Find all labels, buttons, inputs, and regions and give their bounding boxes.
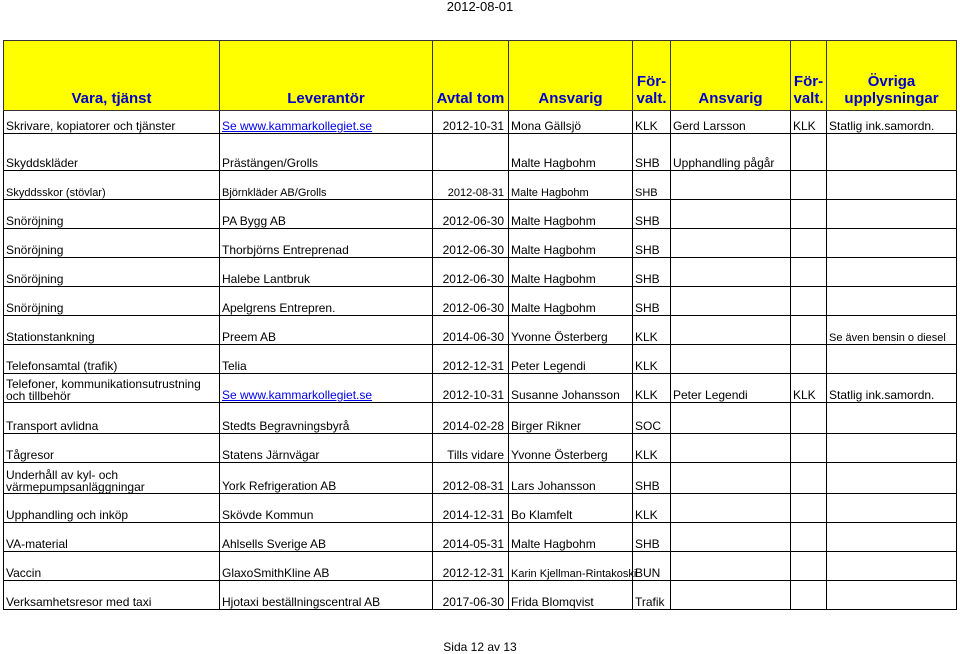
cell-ansvarig: Mona Gällsjö xyxy=(509,111,633,134)
cell-vara: Snöröjning xyxy=(4,229,220,258)
cell-leverantor: Ahlsells Sverige AB xyxy=(220,523,433,552)
cell-ovriga xyxy=(827,403,957,434)
cell-ovriga xyxy=(827,552,957,581)
cell-leverantor: Hjotaxi beställningscentral AB xyxy=(220,581,433,610)
cell-ansvarig-2 xyxy=(671,287,791,316)
cell-forvalt-2: KLK xyxy=(791,111,827,134)
cell-ansvarig-2 xyxy=(671,463,791,494)
cell-ansvarig-2 xyxy=(671,403,791,434)
cell-avtal-tom: 2012-08-31 xyxy=(433,171,509,200)
cell-vara: Telefoner, kommunikationsutrustning och tillbehör xyxy=(4,374,220,403)
cell-ovriga xyxy=(827,200,957,229)
cell-avtal-tom: 2017-06-30 xyxy=(433,581,509,610)
cell-forvalt: SHB xyxy=(633,229,671,258)
cell-leverantor: Stedts Begravningsbyrå xyxy=(220,403,433,434)
cell-forvalt-2 xyxy=(791,316,827,345)
cell-ansvarig: Malte Hagbohm xyxy=(509,258,633,287)
header-forvalt-2: För-valt. xyxy=(791,41,827,111)
cell-forvalt-2 xyxy=(791,494,827,523)
cell-ansvarig-2 xyxy=(671,171,791,200)
cell-ansvarig: Bo Klamfelt xyxy=(509,494,633,523)
cell-ansvarig: Lars Johansson xyxy=(509,463,633,494)
cell-ovriga: Se även bensin o diesel xyxy=(827,316,957,345)
cell-forvalt-2 xyxy=(791,229,827,258)
cell-vara: Snöröjning xyxy=(4,200,220,229)
cell-vara: Verksamhetsresor med taxi xyxy=(4,581,220,610)
header-vara: Vara, tjänst xyxy=(4,41,220,111)
cell-avtal-tom: 2012-06-30 xyxy=(433,287,509,316)
cell-forvalt-2 xyxy=(791,434,827,463)
cell-forvalt: SHB xyxy=(633,134,671,171)
cell-leverantor: York Refrigeration AB xyxy=(220,463,433,494)
cell-ansvarig: Karin Kjellman-Rintakoski xyxy=(509,552,633,581)
cell-ansvarig-2 xyxy=(671,581,791,610)
table-row xyxy=(4,111,957,134)
cell-leverantor: Statens Järnvägar xyxy=(220,434,433,463)
cell-forvalt-2 xyxy=(791,523,827,552)
cell-ovriga xyxy=(827,229,957,258)
cell-vara: Skyddsskor (stövlar) xyxy=(4,171,220,200)
cell-ansvarig: Malte Hagbohm xyxy=(509,287,633,316)
cell-ovriga xyxy=(827,134,957,171)
cell-ovriga xyxy=(827,171,957,200)
cell-leverantor: Halebe Lantbruk xyxy=(220,258,433,287)
cell-forvalt-2 xyxy=(791,463,827,494)
table-row xyxy=(4,134,957,171)
header-ovriga: Övriga upplysningar xyxy=(827,41,957,111)
cell-ansvarig-2 xyxy=(671,258,791,287)
cell-avtal-tom: 2012-06-30 xyxy=(433,229,509,258)
cell-forvalt-2 xyxy=(791,581,827,610)
page-date: 2012-08-01 xyxy=(446,0,514,14)
table-row xyxy=(4,374,957,403)
contracts-table-container xyxy=(3,40,956,609)
cell-forvalt: KLK xyxy=(633,345,671,374)
cell-ansvarig: Malte Hagbohm xyxy=(509,171,633,200)
cell-forvalt: Trafik xyxy=(633,581,671,610)
cell-forvalt-2 xyxy=(791,134,827,171)
cell-ansvarig-2 xyxy=(671,200,791,229)
cell-ovriga: Statlig ink.samordn. xyxy=(827,111,957,134)
header-row xyxy=(4,41,957,111)
cell-avtal-tom: 2014-12-31 xyxy=(433,494,509,523)
cell-vara: Stationstankning xyxy=(4,316,220,345)
cell-forvalt-2 xyxy=(791,345,827,374)
cell-forvalt-2: KLK xyxy=(791,374,827,403)
cell-ansvarig: Malte Hagbohm xyxy=(509,523,633,552)
cell-forvalt: KLK xyxy=(633,316,671,345)
cell-leverantor: PA Bygg AB xyxy=(220,200,433,229)
cell-forvalt: SHB xyxy=(633,463,671,494)
cell-avtal-tom: 2012-12-31 xyxy=(433,345,509,374)
cell-leverantor: GlaxoSmithKline AB xyxy=(220,552,433,581)
cell-ansvarig-2: Upphandling pågår xyxy=(671,134,791,171)
cell-ansvarig: Birger Rikner xyxy=(509,403,633,434)
cell-ansvarig-2 xyxy=(671,523,791,552)
cell-forvalt-2 xyxy=(791,403,827,434)
cell-ansvarig: Malte Hagbohm xyxy=(509,229,633,258)
cell-forvalt-2 xyxy=(791,171,827,200)
cell-avtal-tom: 2012-06-30 xyxy=(433,258,509,287)
cell-vara: Telefonsamtal (trafik) xyxy=(4,345,220,374)
cell-ansvarig: Malte Hagbohm xyxy=(509,200,633,229)
table-row xyxy=(4,523,957,552)
cell-avtal-tom xyxy=(433,134,509,171)
cell-ovriga xyxy=(827,581,957,610)
cell-forvalt: SHB xyxy=(633,523,671,552)
table-row xyxy=(4,463,957,494)
table-row xyxy=(4,403,957,434)
cell-avtal-tom: 2012-12-31 xyxy=(433,552,509,581)
header-ansvarig-2: Ansvarig xyxy=(671,41,791,111)
cell-forvalt: BUN xyxy=(633,552,671,581)
cell-ovriga xyxy=(827,463,957,494)
cell-vara: Skyddskläder xyxy=(4,134,220,171)
cell-forvalt-2 xyxy=(791,287,827,316)
cell-ansvarig: Frida Blomqvist xyxy=(509,581,633,610)
cell-vara: Vaccin xyxy=(4,552,220,581)
cell-vara: VA-material xyxy=(4,523,220,552)
cell-avtal-tom: 2012-06-30 xyxy=(433,200,509,229)
cell-avtal-tom: 2014-05-31 xyxy=(433,523,509,552)
cell-vara: Transport avlidna xyxy=(4,403,220,434)
cell-leverantor: Preem AB xyxy=(220,316,433,345)
table-row xyxy=(4,552,957,581)
cell-forvalt: SHB xyxy=(633,258,671,287)
cell-ovriga xyxy=(827,258,957,287)
cell-forvalt-2 xyxy=(791,200,827,229)
table-row xyxy=(4,494,957,523)
table-row xyxy=(4,171,957,200)
cell-avtal-tom: 2012-08-31 xyxy=(433,463,509,494)
cell-ovriga: Statlig ink.samordn. xyxy=(827,374,957,403)
cell-forvalt: KLK xyxy=(633,111,671,134)
header-leverantor: Leverantör xyxy=(220,41,433,111)
cell-ovriga xyxy=(827,434,957,463)
cell-avtal-tom: 2012-10-31 xyxy=(433,111,509,134)
page-footer: Sida 12 av 13 xyxy=(443,640,517,654)
cell-ansvarig-2 xyxy=(671,434,791,463)
table-row xyxy=(4,200,957,229)
cell-avtal-tom: 2014-06-30 xyxy=(433,316,509,345)
table-row xyxy=(4,316,957,345)
header-ansvarig: Ansvarig xyxy=(509,41,633,111)
cell-ansvarig-2: Peter Legendi xyxy=(671,374,791,403)
cell-avtal-tom: 2012-10-31 xyxy=(433,374,509,403)
cell-ovriga xyxy=(827,523,957,552)
cell-forvalt: SHB xyxy=(633,287,671,316)
header-avtal-tom: Avtal tom xyxy=(433,41,509,111)
cell-leverantor: Thorbjörns Entreprenad xyxy=(220,229,433,258)
cell-vara: Underhåll av kyl- och värmepumpsanläggningar xyxy=(4,463,220,494)
cell-forvalt: KLK xyxy=(633,434,671,463)
cell-forvalt: SOC xyxy=(633,403,671,434)
cell-ansvarig-2 xyxy=(671,552,791,581)
cell-forvalt-2 xyxy=(791,552,827,581)
cell-leverantor: Apelgrens Entrepren. xyxy=(220,287,433,316)
cell-leverantor[interactable]: Se www.kammarkollegiet.se xyxy=(220,111,433,134)
cell-ansvarig: Peter Legendi xyxy=(509,345,633,374)
cell-ansvarig: Yvonne Österberg xyxy=(509,434,633,463)
cell-ansvarig-2 xyxy=(671,494,791,523)
table-row xyxy=(4,287,957,316)
cell-forvalt: SHB xyxy=(633,200,671,229)
contracts-table xyxy=(3,40,957,610)
table-row xyxy=(4,581,957,610)
cell-forvalt-2 xyxy=(791,258,827,287)
cell-vara: Snöröjning xyxy=(4,287,220,316)
cell-forvalt: KLK xyxy=(633,374,671,403)
cell-vara: Snöröjning xyxy=(4,258,220,287)
cell-leverantor: Prästängen/Grolls xyxy=(220,134,433,171)
cell-ansvarig-2 xyxy=(671,229,791,258)
cell-ansvarig-2 xyxy=(671,345,791,374)
cell-ansvarig-2: Gerd Larsson xyxy=(671,111,791,134)
cell-ovriga xyxy=(827,287,957,316)
cell-ansvarig: Yvonne Österberg xyxy=(509,316,633,345)
cell-ovriga xyxy=(827,345,957,374)
cell-ansvarig-2 xyxy=(671,316,791,345)
cell-avtal-tom: 2014-02-28 xyxy=(433,403,509,434)
table-row xyxy=(4,434,957,463)
cell-ovriga xyxy=(827,494,957,523)
cell-avtal-tom: Tills vidare xyxy=(433,434,509,463)
cell-forvalt: KLK xyxy=(633,494,671,523)
header-forvalt: För-valt. xyxy=(633,41,671,111)
cell-vara: Tågresor xyxy=(4,434,220,463)
table-row xyxy=(4,345,957,374)
cell-ansvarig: Susanne Johansson xyxy=(509,374,633,403)
table-row xyxy=(4,258,957,287)
cell-leverantor: Telia xyxy=(220,345,433,374)
table-row xyxy=(4,229,957,258)
cell-vara: Skrivare, kopiatorer och tjänster xyxy=(4,111,220,134)
cell-leverantor: Skövde Kommun xyxy=(220,494,433,523)
cell-ansvarig: Malte Hagbohm xyxy=(509,134,633,171)
cell-leverantor[interactable]: Se www.kammarkollegiet.se xyxy=(220,374,433,403)
cell-leverantor: Björnkläder AB/Grolls xyxy=(220,171,433,200)
cell-vara: Upphandling och inköp xyxy=(4,494,220,523)
cell-forvalt: SHB xyxy=(633,171,671,200)
